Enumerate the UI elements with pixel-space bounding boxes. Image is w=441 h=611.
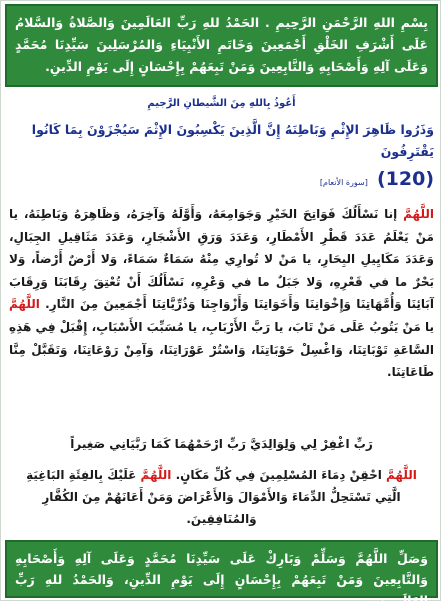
- dua-paragraph: [9, 203, 434, 384]
- footer-text: وَصَلِّ اللَّهُمَّ وَسَلِّمْ وَبَارِكْ عَلَى سَيِّدِنَا مُحَمَّدٍ وَعَلَى آلِهِ وَأَصْحَابِهِ وَالتَّابِعِينَ وَمَنْ تَبِعَهُمْ بِإِحْسَانٍ إِلَى يَوْمِ الدِّينِ، وَالحَمْدُ للهِ رَبِّ العَالَمِينَ.: [15, 551, 428, 608]
- verse-reference: [9, 168, 434, 190]
- allahumma-word: اللَّهُمَّ: [386, 468, 417, 482]
- surah-name: [سورة الأنعام]: [319, 178, 368, 187]
- allahumma-word: اللَّهُمَّ: [403, 207, 434, 221]
- header-banner: [5, 4, 438, 87]
- dua-paragraph-2: [13, 464, 430, 530]
- rabbi-line: رَبِّ اغْفِرْ لِي وَلِوَالِدَيَّ رَبِّ ارْحَمْهُمَا كَمَا رَبَّيَانِي صَغِيراً: [70, 437, 373, 451]
- header-text: بِسْمِ اللهِ الرَّحْمَنِ الرَّحِيمِ . الحَمْدُ للهِ رَبِّ العَالَمِينَ وَالصَّلاةُ وَالسَّلامُ عَلَى أَشْرَفِ الخَلْقِ أَجْمَعِينَ وَخَاتَمِ الأَنْبِيَاءِ وَالمُرْسَلِينَ سَيِّدِنَا مُحَمَّدٍ وَعَلَى آلِهِ وَأَصْحَابِهِ وَالتَّابِعِينَ وَمَنْ تَبِعَهُمْ بِإِحْسَانٍ إِلَى يَوْمِ الدِّينِ.: [15, 15, 428, 74]
- dua-part-2: يا مَنْ يَتُوبُ عَلَى مَنْ تَابَ، يا رَبَّ الأَرْبَابِ، يا مُسَبِّبَ الأَسْبَابِ، إِقْبَلْ فِي هَذِهِ السَّاعَةِ تَوْبَاتِنَا، وَاغْسِلْ حَوْبَاتِنَا، وَاسْتُرْ عَوْرَاتِنَا، وَآمِنْ رَوْعَاتِنَا، وَتَقَبَّلْ مِنَّا طَاعَاتِنَا.: [9, 319, 434, 380]
- quran-verse: وَذَرُوا ظَاهِرَ الإِثْمِ وَبَاطِنَهُ إِنَّ الَّذِينَ يَكْسِبُونَ الإِثْمَ سَيُجْزَوْنَ بِمَا كَانُوا يَقْتَرِفُونَ: [31, 122, 434, 159]
- dua-part-1: إنا نَسْأَلُكَ فَوَاتِحَ الخَيْرِ وَجَوَامِعَهُ، وَأَوَّلَهُ وَآخِرَهُ، وَظَاهِرَهُ وَبَاطِنَهُ، يا مَنْ يَعْلَمُ عَدَدَ قَطْرِ الأَمْطَارِ، وَعَدَدَ وَرَقِ الأَشْجَارِ، وَعَدَدَ مَثَاقِيلِ الجِبَالِ، وَعَدَدَ مَكَايِيلِ البِحَارِ، يا مَنْ لا تُوارِي مِنْهُ سَمَاءٌ سَمَاءً، وَلا أَرْضٌ أَرْضاً، وَلا بَحْرٌ ما في قَعْرِهِ، وَلا جَبَلٌ ما في وَعْرِهِ، نَسْأَلُكَ أَنْ تُعْتِقَ رِقَابَنَا وَرِقَابَ آبَائِنَا وَأُمَّهَاتِنَا وَإِخْوَانِنَا وَأَخَوَاتِنَا وَأَزْوَاجِنَا وَذُرِّيَّاتِنَا أَجْمَعِينَ مِنَ النَّارِ.: [9, 207, 434, 312]
- allahumma-word: اللَّهُمَّ: [140, 468, 172, 482]
- footer-banner: [5, 540, 438, 608]
- allahumma-word: اللَّهُمَّ: [9, 297, 40, 312]
- dua2-part-1: احْقِنْ دِمَاءَ المُسْلِمِينَ فِي كُلِّ مَكَانٍ.: [175, 468, 382, 482]
- dua2-part-2: عَلَيْكَ بِالفِئَةِ البَاغِيَةِ الَّتِي تَسْتَحِلُّ الدِّمَاءَ وَالأَمْوَالَ وَالأَعْرَاضَ وَمَنْ أَعَانَهُمْ مِنَ الكُفَّارِ وَالمُنَافِقِينَ.: [26, 468, 401, 526]
- verse-number: (120): [376, 168, 434, 190]
- istiadha-line: أَعُوذُ بِاللهِ مِنَ الشَّيطانِ الرَّجيمِ: [147, 98, 296, 109]
